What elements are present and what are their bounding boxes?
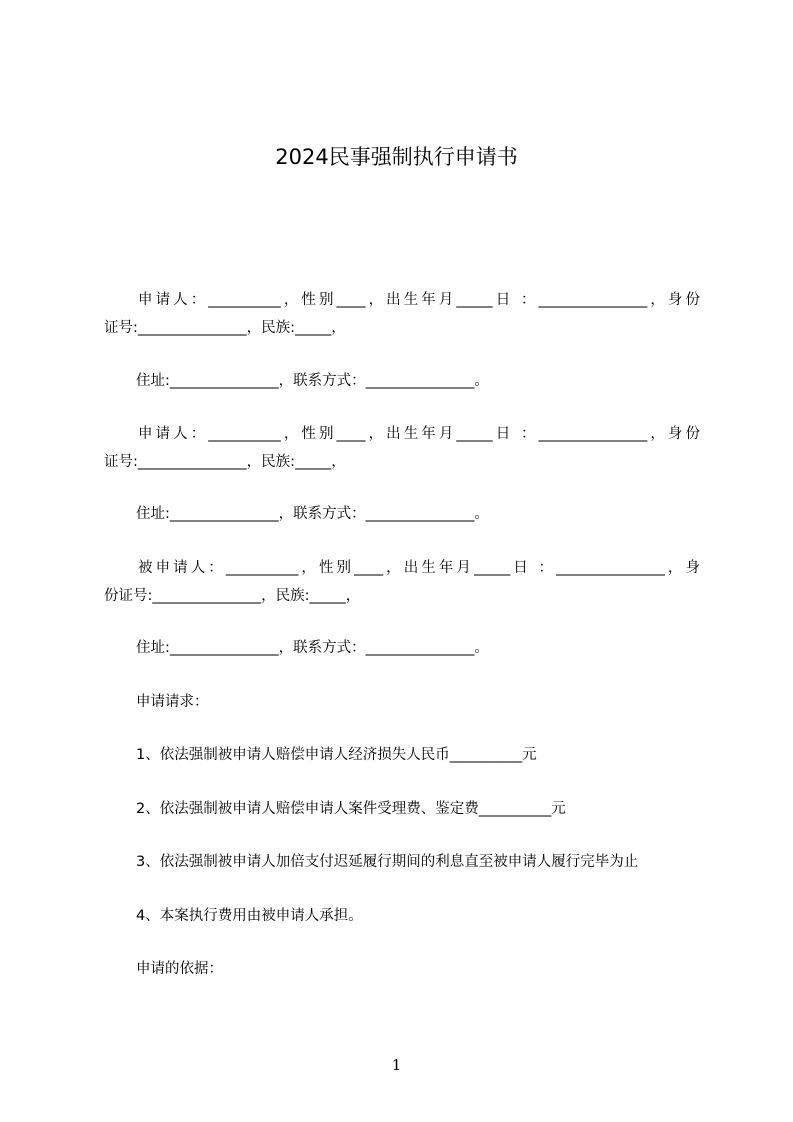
applicant-2-info <box>104 420 700 476</box>
applicant-1-info <box>104 286 700 342</box>
basis-heading-text: 申请的依据： <box>136 961 223 977</box>
request-heading <box>104 688 700 716</box>
respondent-info <box>104 554 700 610</box>
request-heading-text: 申请请求： <box>136 694 209 710</box>
page-number: 1 <box>391 1056 402 1074</box>
request-item-4 <box>104 902 700 930</box>
respondent-address <box>104 634 700 662</box>
request-item-2-text: 2、依法强制被申请人赔偿申请人案件受理费、鉴定费__________元 <box>136 801 566 817</box>
applicant-2-line-2: 证号:_______________，民族:_____， <box>104 454 346 470</box>
respondent-line-2: 份证号:_______________，民族:_____， <box>104 588 361 604</box>
request-item-1-text: 1、依法强制被申请人赔偿申请人经济损失人民币__________元 <box>136 747 537 763</box>
respondent-line-1: 被申请人：__________，性别____，出生年月_____日 ：_______________，身 <box>138 560 700 576</box>
request-item-2 <box>104 795 700 823</box>
respondent-address-line: 住址:_______________，联系方式：_______________。 <box>136 640 489 656</box>
applicant-1-address <box>104 367 700 395</box>
request-item-4-text: 4、本案执行费用由被申请人承担。 <box>136 908 363 924</box>
applicant-2-line-1: 申请人：__________，性别____，出生年月_____日 ：_______________，身份 <box>138 426 700 442</box>
applicant-1-line-1: 申请人：__________，性别____，出生年月_____日 ：_______________，身份 <box>138 292 700 308</box>
applicant-1-address-line: 住址:_______________，联系方式：_______________。 <box>136 373 489 389</box>
request-item-3-text: 3、依法强制被申请人加倍支付迟延履行期间的利息直至被申请人履行完毕为止 <box>136 854 639 870</box>
applicant-2-address-line: 住址:_______________，联系方式：_______________。 <box>136 506 489 522</box>
request-item-1 <box>104 741 700 769</box>
document-title: 2024民事强制执行申请书 <box>275 145 518 169</box>
applicant-2-address <box>104 500 700 528</box>
request-item-3 <box>104 848 700 876</box>
basis-heading <box>104 955 700 983</box>
applicant-1-line-2: 证号:_______________，民族:_____， <box>104 320 346 336</box>
